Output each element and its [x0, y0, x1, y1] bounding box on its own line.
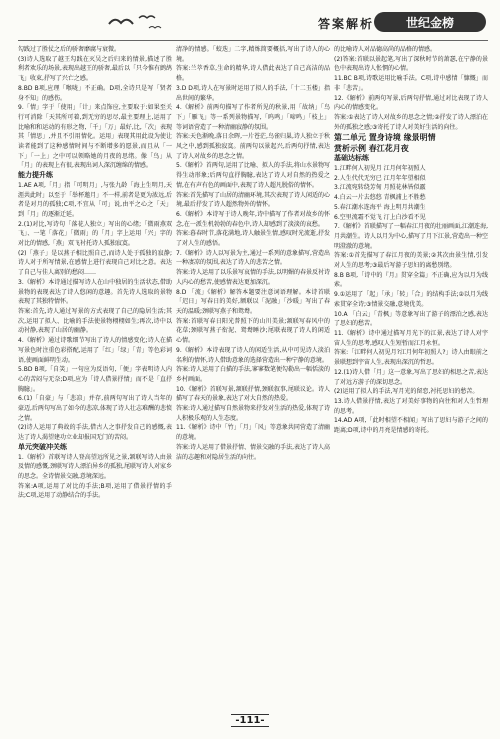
brand-name: 世纪金榜 — [405, 15, 454, 30]
answer-paragraph: 11.《解析》诗中通过描写月光下的江景,表达了诗人对宇宙人生的思考,感叹人生短暂而江月永恒。 — [334, 329, 488, 347]
birds-icon — [105, 10, 165, 34]
answer-paragraph: 的比喻诗人对品德高尚的品格的情感。 — [334, 46, 437, 53]
page-header — [0, 0, 500, 44]
answer-paragraph: 9.①运用了「起」「承」「转」「合」的结构手法;②以月为线索贯穿全诗;③情景交融,意境优美。 — [334, 291, 488, 308]
answer-paragraph: 4.《解析》通过诗歌细节写出了诗人的情感变化;诗人在描写景色时注重色彩搭配,运用了「红」「绿」「青」等色彩词语,使画面鲜明生动。 — [18, 337, 172, 364]
answer-paragraph: 3.江流宛转绕芳甸 月照花林皆似霰 — [334, 184, 426, 192]
column-2 — [176, 45, 330, 705]
answer-paragraph: 5.BD B项,「自笑」一句应为反语句,「便」字表明诗人内心的苦闷与无奈;D项,应为「诗人借景抒情」而不是「直抒胸臆」。 — [18, 366, 172, 393]
answer-paragraph: 赏析示例 春江花月夜 — [334, 144, 409, 154]
answer-paragraph: 基础达标练 — [334, 154, 369, 163]
answer-paragraph: 9.「情」字于「使用」「计」来点饰应,主要取于:如果至关行可消除「天其所可着,到无穷的思尽,最主要理上,运用了比喻和和运动的有形之物,「千」「万」最好,比,「次」表现其「情思」,并且不引用情化。运用」表现其用此设为使让读者能到了这种感情时间与不断增多的愿景,而且从「一下」「一上」之中可以领略她的月夜的思绪。像「鸟」从「月」的表现上有很,表现出词人深沉缠绵的情感。 — [18, 104, 172, 170]
answer-paragraph: (2)答案:首联以景起笔,写出了深秋时节的萧瑟,在宁静的景色中表现出诗人怅惘的心情。 — [334, 55, 488, 73]
answer-paragraph: 勾践过了胜仗之后的骄奢靡腐与衰微。 — [18, 46, 121, 53]
answer-paragraph: 6.《解析》本诗写于诗人晚年,诗中描写了作者对故乡的怀念,在一派生机勃勃的春色中,诗人却感到了淡淡的哀愁。 — [176, 210, 330, 228]
answer-paragraph: 11.《解析》诗中「竹」「月」「风」等意象共同营造了清幽的意境。 — [176, 424, 330, 442]
answer-paragraph: 8.BD B项,应理「喉咙」不正确。D项,全诗只是写「贤者身不知」的感伤。 — [18, 84, 172, 102]
answer-paragraph: 10.《解析》首联写景,颔联抒情,颈联叙事,尾联议论。诗人描写了春天的景象,表达了对大自然的热爱。 — [176, 385, 330, 403]
answer-paragraph: 答案:诗人运用了白描的手法,寥寥数笔便勾勒出一幅恬淡的乡村画面。 — [176, 366, 330, 383]
page-footer — [0, 715, 500, 726]
answer-paragraph: 第二单元 置身诗境 缘景明情 — [334, 133, 436, 143]
answer-columns — [18, 45, 490, 705]
answer-paragraph: 能力提升练 — [18, 171, 53, 180]
answer-paragraph: 答案:A项,运用了对比的手法;B项,运用了借景抒情的手法;C项,运用了动静结合的手法。 — [18, 482, 172, 500]
page-number: -111- — [231, 714, 268, 727]
answer-paragraph: 2.(1)对比,写诗句「落花人独立」写出的心绪;「微雨燕双飞」、一笔「落花」「微雨」的「月」字上运用「兴」字的对比的情感,「燕」双飞衬托诗人孤独寂寞。 — [18, 220, 172, 248]
answer-paragraph: 4.白云一片去悠悠 青枫浦上不胜愁 — [334, 194, 426, 202]
answer-paragraph: 12.(1)诗人借「月」这一意象,写出了思妇的相思之苦,表达了对远方游子的深切思念。 — [334, 368, 488, 386]
answer-paragraph: 1.《解析》首联写诗人登高望远所见之景,颔联写诗人由景及情的感慨,颈联写诗人漂泊异乡的孤独,尾联写诗人对家乡的思念。全诗情景交融,意境深远。 — [18, 453, 172, 480]
answer-paragraph: 10.A 「白云」「青枫」等意象写出了游子的漂泊之感,表达了思妇的愁苦。 — [334, 310, 488, 328]
answer-paragraph: 14.AD A项,「此时相望不相闻」写出了思妇与游子之间的距离;D项,诗中的月亮是情感的寄托。 — [334, 417, 488, 435]
answer-paragraph: 8.D 「流」《解析》解答本题要注意词语理解。本诗首联「迟日」写春日的美好,额联以「泥融」「沙暖」写出了春天的温暖;颈联写燕子和鸳鸯。 — [176, 288, 330, 315]
answer-paragraph: 4.《解析》前两句描写了作者所见的秋景,用「故纳」「鸟下」「雁飞」等一系列景物描写,「呜鸣」「啼鸣」「枝上」等词语营造了一种清幽寂静的氛围。 — [176, 104, 330, 131]
answer-paragraph: 答案:诗人运用了以乐景写哀情的手法,以明媚的春景反衬诗人内心的愁苦,使感情表达更加深沉。 — [176, 269, 330, 286]
answer-paragraph: 11.BC B项,诗歌运用比喻手法。C项,诗中感情「慷慨」而非「悲苦」。 — [334, 75, 488, 92]
answer-paragraph: 13.诗人借景抒情,表达了对美好事物的向往和对人生哲理的思考。 — [334, 397, 488, 415]
answer-paragraph: 12.《解析》前两句写景,后两句抒情,通过对比表现了诗人内心的情感变化。 — [334, 94, 488, 112]
answer-paragraph: 5.春江潮水连海平 海上明月共潮生 — [334, 203, 426, 211]
answer-paragraph: 8.B B项,「诗中的『月』贯穿全篇」不正确,应为以月为线索。 — [334, 271, 488, 289]
answer-paragraph: (2)「燕子」是以燕子相比照自己,而诗人处于孤独的寂静;诗人对于所写情景,在感情上进行表现自己对比之意。表达了自己与佳人离别的愁闷…… — [18, 249, 172, 277]
answer-paragraph: 3.D D项,诗人在写景时运用了拟人的手法,「十二玉楼」指出世间的繁华。 — [176, 84, 330, 102]
column-1 — [18, 45, 172, 705]
column-3 — [334, 45, 488, 705]
answer-paragraph: 答案:「江畔何人初见月?江月何年初照人?」诗人由眼前之景联想到宇宙人生,表现出深沉的哲思。 — [334, 349, 488, 367]
answer-paragraph: 5.《解析》首两句,运用了比喻、拟人的手法,将山水景物写得生动形象;后两句直抒胸臆,表达了诗人对自然的热爱之情,在有声有色的画面中,表现了诗人超凡脱俗的情怀。 — [176, 162, 330, 189]
answer-paragraph: 答案:首联写春日阳光普照下的山川美景;颔联写春风中的花草;颈联写燕子衔泥、鸳鸯睡沙;尾联表现了诗人的闲适心情。 — [176, 317, 330, 345]
answer-paragraph: 3.《解析》本诗通过描写诗人在山中独居的生活状态,借助景物的表现表达了诗人悠闲的意趣。首先诗人选取的景物表现了其独特情怀。 — [18, 278, 172, 306]
answer-paragraph: 答案:首先,诗人通过写景的方式表现了自己的隐居生活;其次,运用了拟人、比喻的手法使景物栩栩如生;再次,诗中以动衬静,表现了山居的幽静。 — [18, 307, 172, 335]
header-divider — [18, 40, 488, 41]
answer-paragraph: 清净的情感。「蛟迭」二字,精炼简要概括,写出了诗人的心境。 — [176, 46, 330, 63]
answer-paragraph: 6.空里流霜不觉飞 汀上白沙看不见 — [334, 213, 426, 221]
answer-paragraph: (3)诗人选取了越王勾践在灭吴之后归来的情景,描述了胜利者欢乐的场景,表现出越王的骄奢,最后以「只今惟有鹧鸪飞」收束,抒写了兴亡之感。 — [18, 55, 172, 83]
answer-paragraph: 答案:诗人运用了借景抒情、情景交融的手法,表达了诗人高洁的志趣和对隐居生活的向往。 — [176, 443, 330, 461]
answer-paragraph: (2)诗人运用了典故的手法,借古人之事抒发自己的感慨,表达了诗人渴望建功立业却报国无门的苦闷。 — [18, 424, 172, 442]
answer-paragraph: 6.(1)「自豪」与「悲凉」并存,前两句写出了诗人当年的豪迈,后两句写出了如今的悲凉,体现了诗人壮志难酬的悲愤之情。 — [18, 395, 172, 422]
header-title: 答案解析 — [318, 17, 375, 31]
answer-paragraph: 答案:暮春时节,落花满地,诗人触景生情,感叹时光流逝,抒发了对人生的感悟。 — [176, 230, 330, 248]
answer-paragraph: 1.AE A项,「月」指「可明月」,与张九龄「海上生明月,天涯共此时」以至于「举杯邀月」不一样,前者是更为浓远,后者是对月的孤独;C项,不宜从「可」说,由平之心之「天」到「月」的逐渐迁延。 — [18, 181, 172, 218]
answer-paragraph: 答案:兰萃香草,生命的精华,诗人借此表达了自己高洁的品格。 — [176, 65, 330, 83]
answer-paragraph: 1.江畔何人初见月 江月何年初照人 — [334, 165, 426, 173]
answer-paragraph: 9.《解析》本诗表现了诗人的闲适生活,从中可见诗人淡泊名利的情怀,诗人借助意象的选择营造出一种宁静的意境。 — [176, 346, 330, 364]
answer-paragraph: 2.人生代代无穷已 江月年年望相似 — [334, 174, 426, 182]
answer-paragraph: 答案:诗人通过描写自然景物来抒发对生活的热爱,体现了诗人积极乐观的人生态度。 — [176, 405, 330, 422]
answer-paragraph: (2)运用了拟人的手法,写月光的留恋,衬托思妇的愁苦。 — [334, 388, 479, 396]
answer-paragraph: 答案:①首先描写了春江月夜的美景;②其次由景生情,引发对人生的思考;③最后写游子思妇的离愁别绪。 — [334, 252, 488, 270]
brand-logo — [374, 12, 486, 32]
answer-paragraph: 答案:天色渐晚,落日余晖,一片苍茫,鸟雀归巢,诗人独立于秋风之中,感到孤独寂寞。前两句以景起兴,后两句抒情,表达了诗人对故乡的思念之情。 — [176, 133, 330, 160]
answer-paragraph: 单元突破冲关练 — [18, 442, 67, 451]
answer-paragraph: 7.《解析》首联描写了一幅春江月夜的壮丽画面,江潮连海,月共潮生。诗人以月为中心,描写了月下江景,营造出一种空明澄澈的意境。 — [334, 223, 488, 250]
answer-paragraph: 答案:①表达了诗人对故乡的思念之情;②抒发了诗人漂泊在外的孤独之感;③寄托了诗人对美好生活的向往。 — [334, 113, 488, 131]
answer-paragraph: 7.《解析》诗人以写景为主,通过一系列的意象描写,营造出一种凄凉的氛围,表达了诗人的悲苦之情。 — [176, 249, 330, 267]
answer-paragraph: 答案:首先描写了山居的清幽环境,其次表现了诗人闲适的心境,最后抒发了诗人超然物外的情怀。 — [176, 191, 330, 209]
